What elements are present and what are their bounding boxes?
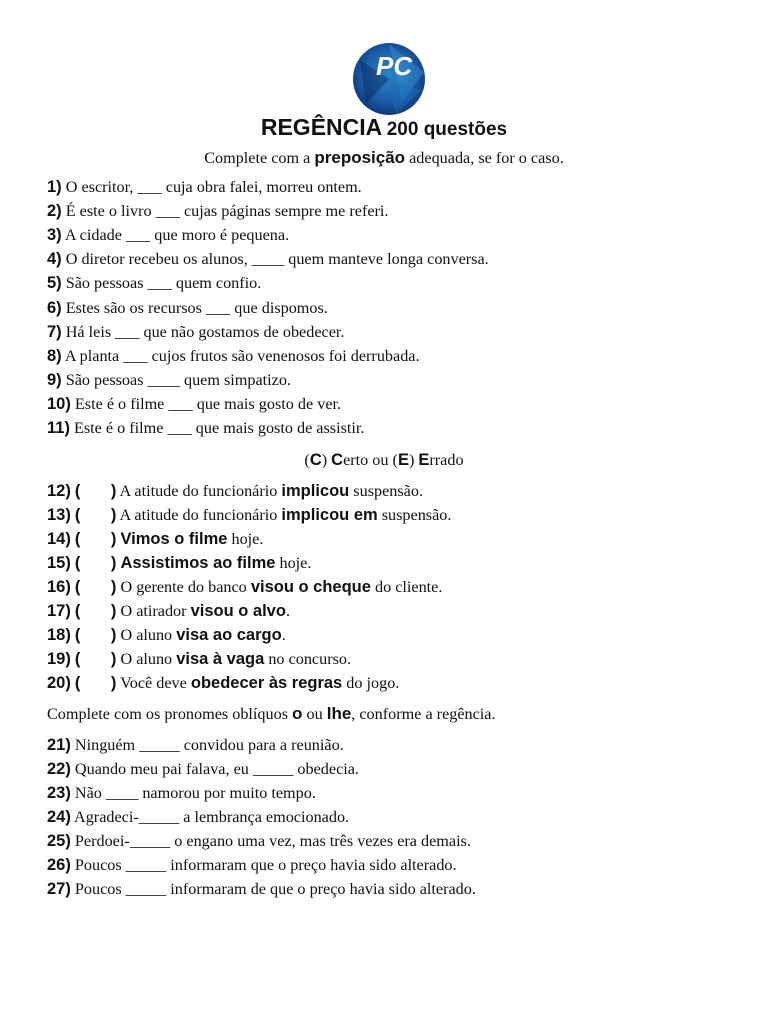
question-text-post: hoje.: [227, 530, 264, 548]
question-text: Poucos _____ informaram de que o preço havia sido alterado.: [74, 880, 476, 898]
page-title: [0, 114, 768, 141]
question-text-post: hoje.: [275, 554, 312, 572]
question-item: [47, 249, 489, 269]
answer-box-close: ): [110, 602, 117, 620]
question-text-bold: Vimos o filme: [120, 530, 228, 548]
question-text-pre: O aluno: [116, 626, 177, 644]
question-number: 25): [47, 832, 71, 850]
question-text-post: do cliente.: [370, 578, 443, 596]
answer-box-close: ): [110, 530, 117, 548]
question-number: 9): [47, 370, 62, 389]
question-text-post: suspensão.: [377, 506, 452, 524]
answer-box-open: (: [74, 530, 81, 548]
question-text-pre: O aluno: [116, 650, 177, 668]
answer-box[interactable]: [75, 577, 117, 597]
question-text-pre: A atitude do funcionário: [116, 506, 282, 524]
question-item: [47, 298, 328, 318]
question-item: [47, 673, 399, 693]
question-item: [47, 783, 316, 803]
question-text: A planta ___ cujos frutos são venenosos foi derrubada.: [64, 346, 420, 365]
question-number: 13): [47, 506, 71, 524]
question-item: [47, 831, 471, 851]
question-number: 18): [47, 626, 71, 644]
section3-instruction: Complete com os pronomes oblíquos o ou lhe, conforme a regência.: [47, 704, 496, 723]
question-text-pre: O gerente do banco: [116, 578, 251, 596]
question-number: 27): [47, 880, 71, 898]
answer-box[interactable]: [75, 553, 117, 573]
question-text-bold: visa ao cargo: [176, 626, 282, 644]
question-item: [47, 505, 451, 525]
answer-box-close: ): [110, 674, 117, 692]
question-text: Agradeci-_____ a lembrança emocionado.: [74, 808, 350, 826]
question-number: 23): [47, 784, 71, 802]
question-number: 2): [47, 202, 62, 221]
question-text-bold: visou o alvo: [190, 602, 286, 620]
question-text: A cidade ___ que moro é pequena.: [64, 226, 290, 245]
question-number: 19): [47, 650, 71, 668]
answer-box-open: (: [74, 554, 81, 572]
question-text-pre: O atirador: [116, 602, 191, 620]
question-text: Ninguém _____ convidou para a reunião.: [74, 736, 344, 754]
question-text-bold: visa à vaga: [176, 650, 265, 668]
question-text-post: suspensão.: [349, 482, 423, 500]
question-number: 11): [47, 419, 70, 437]
question-number: 15): [47, 554, 71, 572]
answer-box[interactable]: [75, 529, 117, 549]
question-number: 24): [47, 808, 71, 826]
question-number: 6): [47, 298, 62, 317]
question-text-pre: Você deve: [116, 674, 191, 692]
question-text: Este é o filme ___ que mais gosto de assistir.: [73, 419, 365, 437]
answer-box[interactable]: [75, 601, 117, 621]
question-text-bold: obedecer às regras: [190, 674, 343, 692]
section1-instruction: Complete com a preposição adequada, se for o caso.: [204, 148, 564, 167]
pc-logo: [352, 42, 426, 116]
question-text-bold: visou o cheque: [250, 578, 371, 596]
question-text-bold: Assistimos ao filme: [120, 554, 276, 572]
question-text: Não ____ namorou por muito tempo.: [74, 784, 316, 802]
question-text-post: no concurso.: [264, 650, 352, 668]
question-item: [47, 529, 263, 549]
question-text-post: do jogo.: [342, 674, 400, 692]
question-item: [47, 346, 420, 366]
question-number: 26): [47, 856, 71, 874]
answer-box-open: (: [74, 578, 81, 596]
question-item: [47, 879, 476, 899]
answer-box-open: (: [74, 506, 81, 524]
question-text: Este é o filme ___ que mais gosto de ver.: [74, 394, 342, 413]
question-text: Estes são os recursos ___ que dispomos.: [65, 298, 328, 317]
question-number: 3): [47, 226, 62, 245]
question-text-pre: A atitude do funcionário: [116, 482, 282, 500]
answer-box[interactable]: [75, 505, 117, 525]
question-item: [47, 759, 359, 779]
question-text: Perdoei-_____ o engano uma vez, mas três vezes era demais.: [74, 832, 471, 850]
question-text-bold: implicou em: [281, 506, 378, 524]
question-text-post: .: [281, 626, 286, 644]
question-item: [47, 370, 291, 390]
question-number: 8): [47, 346, 62, 365]
answer-box-open: (: [74, 626, 81, 644]
title-sub: 200 questões: [386, 119, 508, 140]
answer-box-close: ): [110, 554, 117, 572]
answer-box[interactable]: [75, 649, 117, 669]
question-number: 21): [47, 736, 71, 754]
question-number: 5): [47, 274, 62, 293]
question-item: [47, 418, 364, 438]
question-number: 7): [47, 322, 62, 341]
question-item: [47, 481, 423, 501]
question-text: É este o livro ___ cujas páginas sempre me referi.: [65, 202, 389, 221]
question-text-post: .: [285, 602, 290, 620]
question-number: 1): [47, 178, 62, 196]
question-item: [47, 601, 290, 621]
question-item: [47, 225, 289, 245]
question-number: 10): [47, 394, 71, 413]
answer-box-close: ): [110, 626, 117, 644]
question-number: 14): [47, 530, 71, 548]
question-item: [47, 201, 388, 221]
answer-box-open: (: [74, 650, 81, 668]
answer-box[interactable]: [75, 481, 117, 501]
question-item: [47, 177, 362, 197]
question-number: 12): [47, 482, 71, 500]
answer-box-open: (: [74, 602, 81, 620]
question-item: [47, 625, 286, 645]
answer-box-open: (: [74, 482, 81, 500]
title-main: REGÊNCIA: [260, 114, 383, 140]
question-number: 16): [47, 578, 71, 596]
question-text: O escritor, ___ cuja obra falei, morreu ontem.: [65, 178, 362, 196]
question-item: [47, 394, 341, 414]
question-item: [47, 855, 457, 875]
section2-instruction: (C) Certo ou (E) Errado: [304, 451, 464, 469]
question-item: [47, 649, 351, 669]
question-item: [47, 577, 442, 597]
answer-box-close: ): [110, 578, 117, 596]
question-text: São pessoas ____ quem simpatizo.: [65, 370, 291, 389]
question-text: São pessoas ___ quem confio.: [65, 274, 262, 293]
question-text: O diretor recebeu os alunos, ____ quem manteve longa conversa.: [65, 250, 489, 269]
answer-box-close: ): [110, 482, 117, 500]
question-number: 20): [47, 674, 71, 692]
logo-letters: PC: [376, 51, 413, 81]
question-item: [47, 735, 344, 755]
answer-box-close: ): [110, 506, 117, 524]
question-item: [47, 273, 261, 293]
question-number: 4): [47, 250, 62, 269]
answer-box[interactable]: [75, 673, 117, 693]
question-number: 22): [47, 760, 71, 778]
question-text-bold: implicou: [281, 482, 350, 500]
question-number: 17): [47, 602, 71, 620]
question-item: [47, 807, 349, 827]
question-text: Quando meu pai falava, eu _____ obedecia.: [74, 760, 359, 778]
answer-box[interactable]: [75, 625, 117, 645]
question-item: [47, 322, 344, 342]
question-text: Poucos _____ informaram que o preço havia sido alterado.: [74, 856, 457, 874]
question-item: [47, 553, 311, 573]
question-text: Há leis ___ que não gostamos de obedecer.: [65, 322, 345, 341]
answer-box-close: ): [110, 650, 117, 668]
answer-box-open: (: [74, 674, 81, 692]
